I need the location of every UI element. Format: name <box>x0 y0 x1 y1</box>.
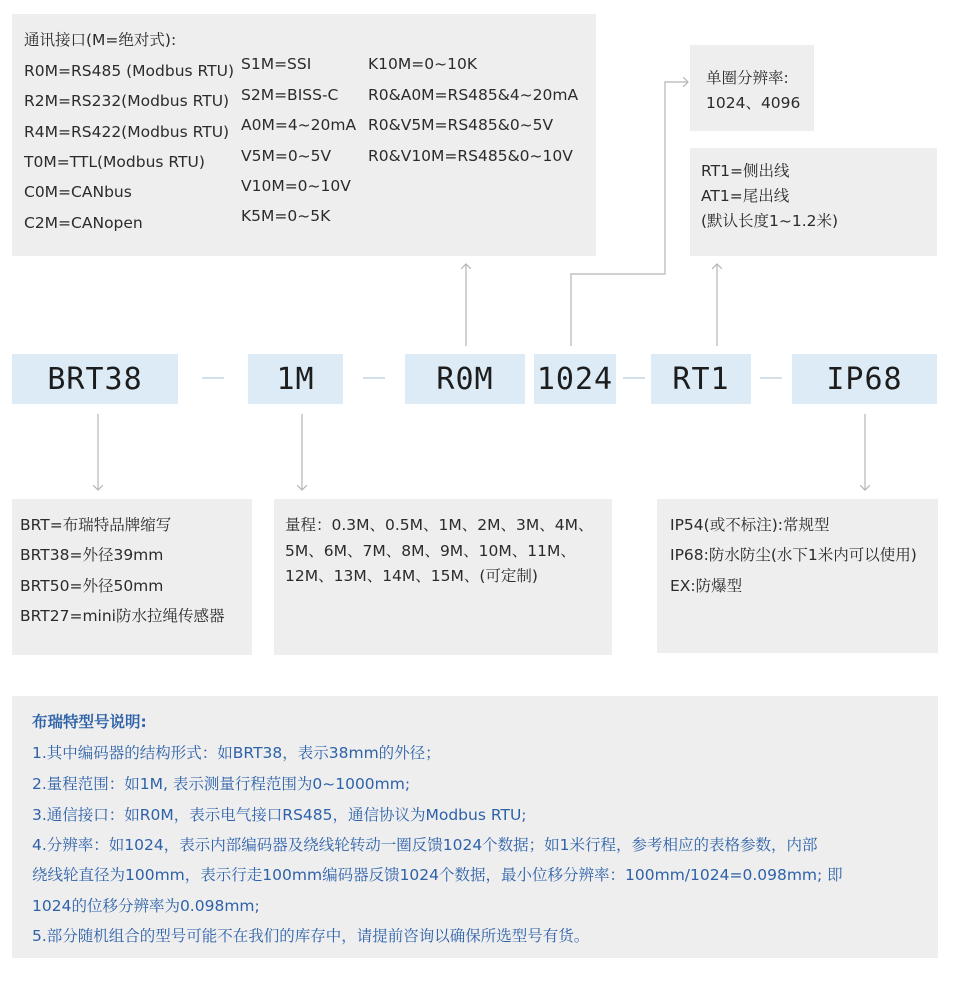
resolution-values: 1024、4096 <box>706 94 801 112</box>
comm-item: S1M=SSI <box>241 55 312 73</box>
range-item: 量程：0.3M、0.5M、1M、2M、3M、4M、 <box>285 516 594 534</box>
model-notes-panel <box>12 696 938 958</box>
range-item: 12M、13M、14M、15M、(可定制) <box>285 567 538 585</box>
brand-item: BRT50=外径50mm <box>20 577 164 595</box>
resolution-title: 单圈分辨率: <box>706 69 789 87</box>
code-separator <box>363 377 385 379</box>
comm-item: R0&V5M=RS485&0~5V <box>368 116 554 134</box>
notes-line: 1024的位移分辨率为0.098mm; <box>32 897 260 915</box>
brand-item: BRT27=mini防水拉绳传感器 <box>20 607 225 625</box>
notes-line: 2.量程范围：如1M, 表示测量行程范围为0~1000mm; <box>32 775 411 793</box>
protection-item: IP68:防水防尘(水下1米内可以使用) <box>670 546 917 564</box>
arrow-to-resolution-box <box>571 82 688 346</box>
brand-item: BRT38=外径39mm <box>20 546 164 564</box>
comm-item: K10M=0~10K <box>368 55 477 73</box>
comm-item: A0M=4~20mA <box>241 116 357 134</box>
protection-item: EX:防爆型 <box>670 577 743 595</box>
comm-item: R0&V10M=RS485&0~10V <box>368 147 573 165</box>
brand-box <box>12 499 252 655</box>
code-separator <box>760 377 782 379</box>
comm-item: R0&A0M=RS485&4~20mA <box>368 86 579 104</box>
code-separator <box>202 377 224 379</box>
range-item: 5M、6M、7M、8M、9M、10M、11M、 <box>285 542 576 560</box>
comm-item: R0M=RS485 (Modbus RTU) <box>24 62 235 80</box>
comm-item: C2M=CANopen <box>24 214 143 232</box>
code-separator <box>623 377 645 379</box>
notes-line: 4.分辨率：如1024，表示内部编码器及绕线轮转动一圈反馈1024个数据；如1米行程，参考相应的表格参数，内部 <box>32 836 818 854</box>
outlet-item: (默认长度1~1.2米) <box>701 212 839 230</box>
comm-title: 通讯接口(M=绝对式): <box>24 31 177 49</box>
code-resolution: 1024 <box>534 354 616 404</box>
notes-line: 1.其中编码器的结构形式：如BRT38，表示38mm的外径； <box>32 744 441 762</box>
code-range: 1M <box>248 354 343 404</box>
notes-line: 5.部分随机组合的型号可能不在我们的库存中，请提前咨询以确保所选型号有货。 <box>32 927 590 945</box>
code-outlet: RT1 <box>651 354 751 404</box>
comm-item: R4M=RS422(Modbus RTU) <box>24 123 230 141</box>
outlet-item: RT1=侧出线 <box>701 162 790 180</box>
code-brt38: BRT38 <box>12 354 178 404</box>
code-interface: R0M <box>405 354 525 404</box>
comm-item: T0M=TTL(Modbus RTU) <box>24 153 205 171</box>
protection-box <box>657 499 938 653</box>
notes-line: 绕线轮直径为100mm，表示行走100mm编码器反馈1024个数据，最小位移分辨率：100mm/1024=0.098mm; 即 <box>32 866 843 884</box>
notes-title: 布瑞特型号说明: <box>32 713 147 731</box>
outlet-item: AT1=尾出线 <box>701 187 790 205</box>
comm-item: K5M=0~5K <box>241 207 331 225</box>
comm-item: V10M=0~10V <box>241 177 351 195</box>
brand-item: BRT=布瑞特品牌缩写 <box>20 516 172 534</box>
comm-item: R2M=RS232(Modbus RTU) <box>24 92 230 110</box>
code-protection: IP68 <box>792 354 937 404</box>
notes-line: 3.通信接口：如R0M，表示电气接口RS485，通信协议为Modbus RTU; <box>32 806 527 824</box>
range-box <box>274 499 612 655</box>
comm-item: V5M=0~5V <box>241 147 332 165</box>
comm-item: C0M=CANbus <box>24 183 132 201</box>
comm-item: S2M=BISS-C <box>241 86 339 104</box>
protection-item: IP54(或不标注):常规型 <box>670 516 830 534</box>
